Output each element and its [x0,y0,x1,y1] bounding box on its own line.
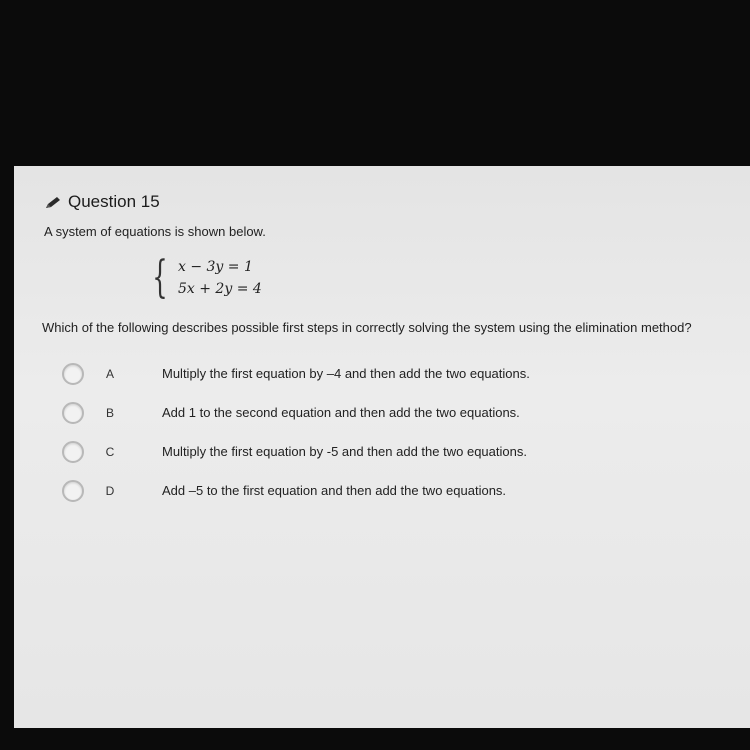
option-a[interactable] [62,354,742,393]
option-letter: C [105,444,115,459]
radio-button-d[interactable] [62,480,84,502]
radio-button-b[interactable] [62,402,84,424]
option-text[interactable]: Multiply the first equation by –4 and then add the two equations. [162,366,530,381]
pencil-icon [44,195,62,209]
option-text[interactable]: Multiply the first equation by -5 and then add the two equations. [162,444,527,459]
brace-icon: { [152,252,168,303]
radio-button-a[interactable] [62,363,84,385]
option-c[interactable] [62,432,742,471]
option-letter: D [105,483,115,498]
option-letter: B [105,405,114,420]
option-text[interactable]: Add –5 to the first equation and then add the two equations. [162,483,507,498]
radio-button-c[interactable] [62,441,84,463]
option-text[interactable]: Add 1 to the second equation and then add the two equations. [162,405,520,420]
equation-system [146,252,262,303]
question-intro: A system of equations is shown below. [44,224,266,239]
answer-options [62,354,742,510]
equation-2: 5x + 2y = 4 [178,281,262,297]
question-prompt: Which of the following describes possible first steps in correctly solving the system using the elimination method? [42,320,692,335]
option-b[interactable] [62,393,742,432]
option-letter: A [105,366,114,381]
question-header [44,192,160,212]
question-title: Question 15 [68,192,160,211]
option-d[interactable] [62,471,742,510]
equation-1: x − 3y = 1 [178,259,253,275]
quiz-screen [14,166,750,728]
